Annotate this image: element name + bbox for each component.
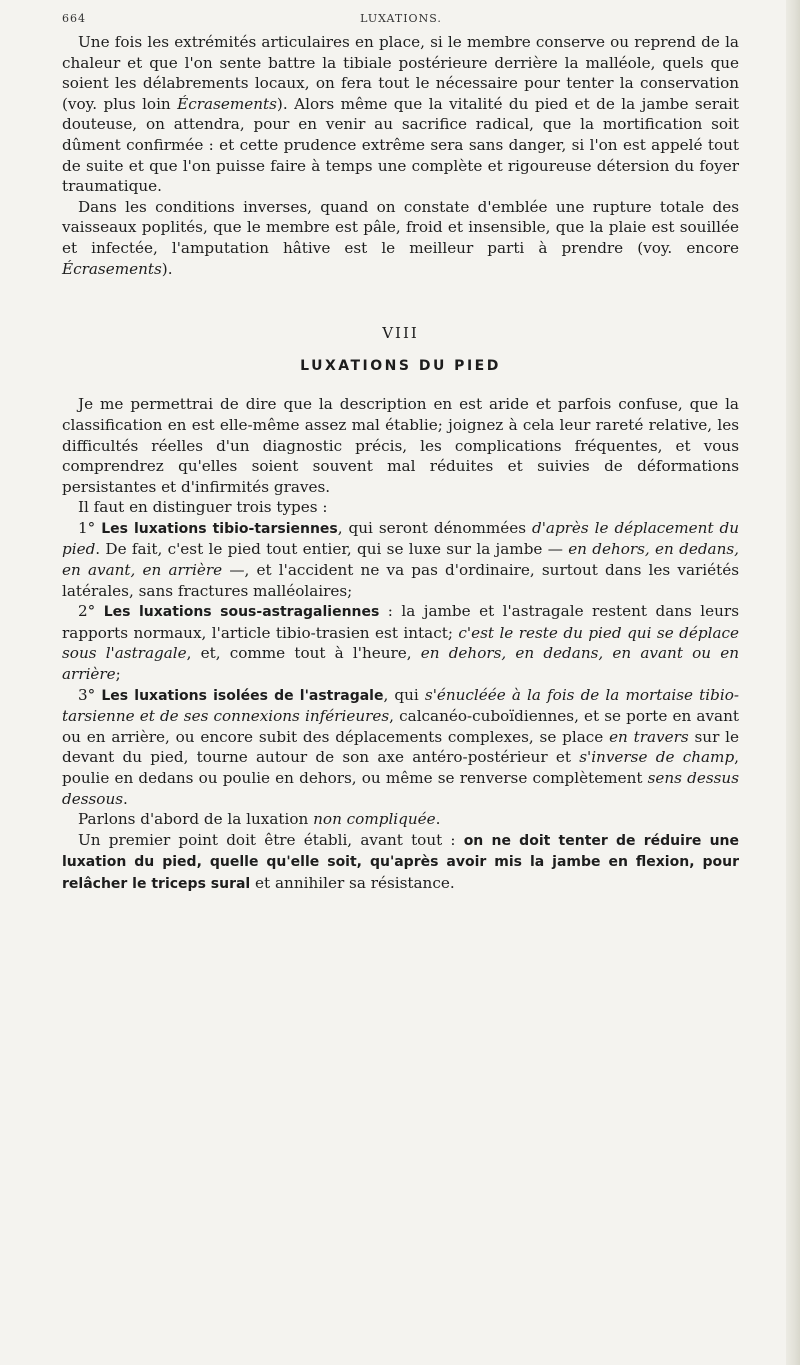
text-italic: d'après le déplacement du pied <box>62 518 739 559</box>
item-number: 1° <box>78 518 102 537</box>
list-item-astragale <box>62 685 739 810</box>
text-run: , calcanéo-cuboïdiennes, et se porte en avant ou en arrière, ou encore subit des déplacements complexes, se place <box>62 707 739 746</box>
page-number: 664 <box>62 12 86 25</box>
text-run: Un premier point doit être établi, avant tout : <box>78 830 464 849</box>
page-body <box>62 32 739 895</box>
text-italic: en dehors, en dedans, en avant ou en arrière <box>62 644 740 684</box>
text-run: . <box>435 810 441 829</box>
section-title: LUXATIONS DU PIED <box>300 357 501 374</box>
text-run: : la jambe et l'astragale restent dans leurs rapports normaux, l'article tibio-trasien est intact; <box>62 602 739 642</box>
text-run: et annihiler sa résistance. <box>250 873 455 892</box>
text-italic: s'inverse de champ <box>579 748 735 767</box>
text-run: , qui seront dénommées <box>337 518 532 537</box>
text-italic: non compliquée <box>313 810 436 829</box>
list-item-sous-astragaliennes <box>62 601 739 684</box>
paragraph-intro: Je me permettrai de dire que la description en est aride et parfois confuse, que la classification en est elle-même assez mal établie; joignez à cela leur rareté relative, les difficultés réelles d'un diagnostic précis, les complications fréquentes, et vous comprendrez qu'elles soient souvent mal réduites et suivies de déformations persistantes et d'infirmités graves. <box>62 395 739 496</box>
text-italic: c'est le reste du pied qui se déplace sous l'astragale <box>62 623 739 663</box>
page-edge-shadow <box>786 0 800 1365</box>
text-run: Une fois les extrémités articulaires en place, si le membre conserve ou reprend de la chaleur et que l'on sente battre la tibiale postérieure derrière la malléole, quels que soient les délabrements locaux, on fera tout le nécessaire pour tenter la conservation (voy. plus loin <box>62 33 739 113</box>
item-number: 2° <box>78 602 104 621</box>
text-run: , poulie en dedans ou poulie en dehors, ou même se renverse complètement <box>62 748 739 787</box>
text-bold: on ne doit tenter de réduire une luxation du pied, quelle qu'elle soit, qu'après avoir mis la jambe en flexion, pour relâcher le triceps sural <box>62 832 739 892</box>
section-number: VIII <box>382 324 419 343</box>
text-italic: en travers <box>609 727 689 746</box>
text-run: ; <box>115 665 121 684</box>
text-run: ). Alors même que la vitalité du pied et de la jambe serait douteuse, on attendra, pour en venir au sacrifice radical, que la mortification soit dûment confirmée : et cette prudence extrême sera sans danger, si l'on est appelé tout de suite et que l'on puisse faire à temps une complète et rigoureuse détersion du foyer traumatique. <box>62 94 739 196</box>
text-run: ). <box>161 259 173 278</box>
item-term: Les luxations sous-astragaliennes <box>103 604 380 621</box>
text-italic: sens dessus dessous <box>62 769 739 808</box>
text-run: , et, comme tout à l'heure, <box>186 644 421 663</box>
text-italic: en dehors, en dedans, en avant, en arrière <box>62 540 739 580</box>
text-run: sur le devant du pied, tourne autour de son axe antéro-postérieur et <box>62 727 739 767</box>
running-header <box>62 12 740 30</box>
cross-reference: Écrasements <box>62 259 162 278</box>
text-run: , qui <box>383 685 425 704</box>
paragraph-reduction-rule <box>62 830 739 895</box>
text-run: Parlons d'abord de la luxation <box>78 810 314 829</box>
paragraph-amputation <box>62 197 739 279</box>
paragraph-non-compliquee <box>62 809 739 830</box>
item-number: 3° <box>78 685 102 704</box>
text-italic: s'énucléée à la fois de la mortaise tibio-tarsienne et de ses connexions inférieures <box>62 685 739 726</box>
running-title: LUXATIONS. <box>360 12 442 25</box>
list-item-tibio-tarsiennes <box>62 518 739 601</box>
text-run: —, et l'accident ne va pas d'ordinaire, surtout dans les variétés latérales, sans fractures malléolaires; <box>62 561 740 600</box>
text-run: . <box>123 789 128 808</box>
text-run: Dans les conditions inverses, quand on constate d'emblée une rupture totale des vaisseaux poplités, que le membre est pâle, froid et insensible, que la plaie est souillée et infectée, l'amputation hâtive est le meilleur parti à prendre (voy. encore <box>62 197 739 257</box>
item-term: Les luxations isolées de l'astragale <box>101 687 384 704</box>
item-term: Les luxations tibio-tarsiennes <box>101 520 338 537</box>
text-run: . De fait, c'est le pied tout entier, qui se luxe sur la jambe — <box>95 540 569 559</box>
cross-reference: Écrasements <box>177 94 277 113</box>
paragraph-conservation <box>62 32 739 197</box>
paragraph-types: Il faut en distinguer trois types : <box>78 498 328 517</box>
